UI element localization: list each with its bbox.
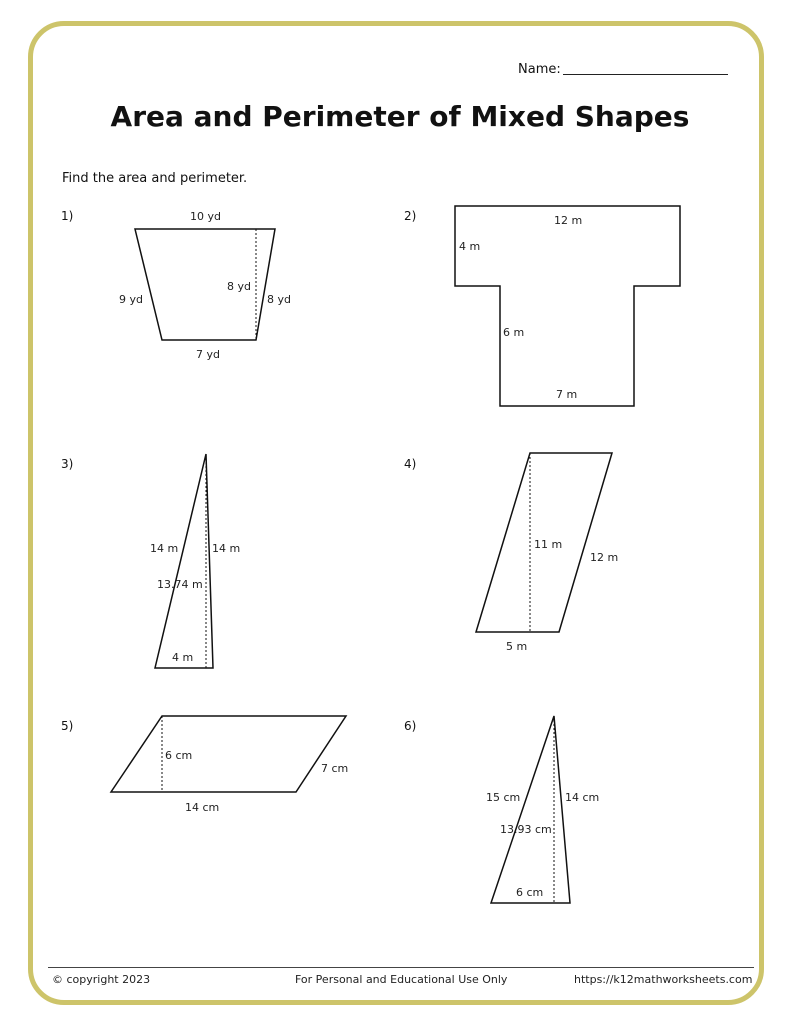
dimension-label: 12 m xyxy=(554,214,583,227)
worksheet-title: Area and Perimeter of Mixed Shapes xyxy=(110,100,690,133)
problem-1-figure xyxy=(119,210,291,361)
t-shape xyxy=(455,206,680,406)
dimension-label: 7 m xyxy=(556,388,578,401)
problem-number: 4) xyxy=(404,457,417,471)
dimension-label: 6 cm xyxy=(165,749,193,762)
footer-divider xyxy=(48,967,754,968)
name-label: Name: xyxy=(518,62,561,77)
problem-number: 6) xyxy=(404,719,417,733)
dimension-label: 6 cm xyxy=(516,886,544,899)
dimension-label: 14 cm xyxy=(185,801,220,814)
problem-number: 5) xyxy=(61,719,74,733)
dimension-label: 14 m xyxy=(150,542,179,555)
dimension-label: 10 yd xyxy=(190,210,221,223)
triangle-shape xyxy=(491,716,570,903)
dimension-label: 14 m xyxy=(212,542,241,555)
instructions: Find the area and perimeter. xyxy=(62,171,248,186)
dimension-label: 11 m xyxy=(534,538,563,551)
problem-number: 3) xyxy=(61,457,74,471)
problem-4-figure xyxy=(476,453,618,653)
problem-3-figure xyxy=(150,454,240,668)
dimension-label: 8 yd xyxy=(267,293,291,306)
footer-url[interactable]: https://k12mathworksheets.com xyxy=(574,973,753,986)
footer-copyright: © copyright 2023 xyxy=(52,973,151,986)
problem-6-figure xyxy=(486,716,599,903)
footer-usage: For Personal and Educational Use Only xyxy=(295,973,508,986)
parallelogram-shape xyxy=(111,716,349,792)
problem-2-figure xyxy=(455,206,680,406)
dimension-label: 4 m xyxy=(459,240,481,253)
dimension-label: 9 yd xyxy=(119,293,143,306)
dimension-label: 7 cm xyxy=(321,762,349,775)
dimension-label: 6 m xyxy=(503,326,525,339)
problem-5-figure xyxy=(111,716,348,814)
dimension-label: 5 m xyxy=(506,640,528,653)
dimension-label: 7 yd xyxy=(196,348,220,361)
dimension-label: 14 cm xyxy=(565,791,600,804)
trapezoid-shape xyxy=(135,229,275,340)
dimension-label: 12 m xyxy=(590,551,619,564)
problem-number: 2) xyxy=(404,209,417,223)
dimension-label: 8 yd xyxy=(227,280,251,293)
problem-number: 1) xyxy=(61,209,74,223)
triangle-shape xyxy=(155,454,213,668)
dimension-label: 13.74 m xyxy=(157,578,203,591)
dimension-label: 15 cm xyxy=(486,791,521,804)
dimension-label: 13.93 cm xyxy=(500,823,552,836)
dimension-label: 4 m xyxy=(172,651,194,664)
